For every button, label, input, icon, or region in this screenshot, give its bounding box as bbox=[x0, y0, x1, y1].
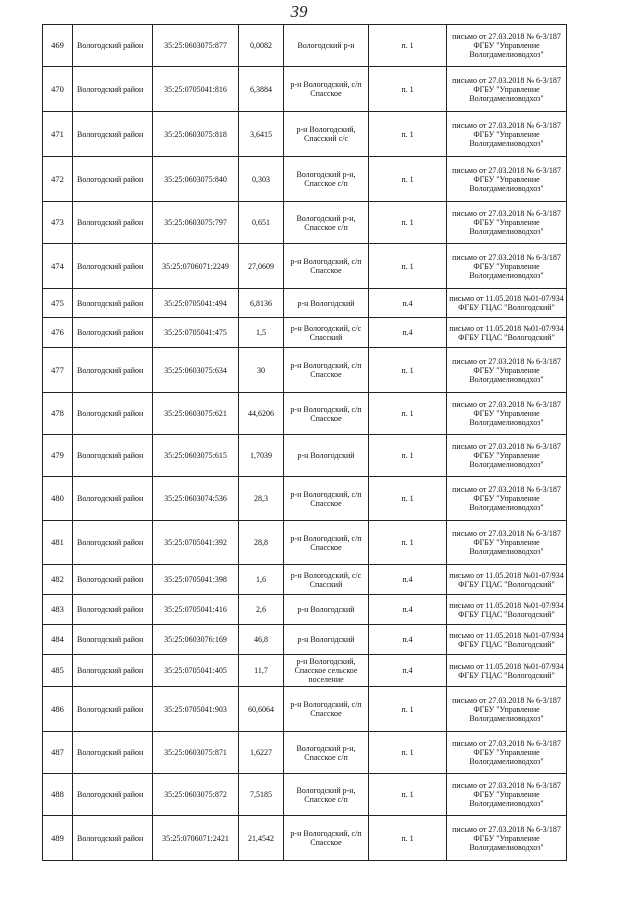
cadastral-number-cell: 35:25:0603075:840 bbox=[153, 157, 239, 202]
basis-document-cell: письмо от 27.03.2018 № 6-3/187 ФГБУ "Управление Вологдамелиоводхоз" bbox=[447, 244, 567, 289]
row-number-cell: 479 bbox=[43, 435, 73, 477]
district-cell: Вологодский район bbox=[73, 521, 153, 565]
district-cell: Вологодский район bbox=[73, 112, 153, 157]
location-cell: р-н Вологодский, Спасский с/с bbox=[284, 112, 369, 157]
area-cell: 0,0082 bbox=[239, 25, 284, 67]
land-plot-registry-table bbox=[42, 24, 567, 861]
area-cell: 27,0609 bbox=[239, 244, 284, 289]
clause-cell: п. 1 bbox=[369, 521, 447, 565]
clause-cell: п. 1 bbox=[369, 774, 447, 816]
location-cell: р-н Вологодский, с/с Спасский bbox=[284, 318, 369, 348]
location-cell: р-н Вологодский bbox=[284, 595, 369, 625]
clause-cell: п. 1 bbox=[369, 157, 447, 202]
district-cell: Вологодский район bbox=[73, 655, 153, 687]
location-cell: р-н Вологодский, с/п Спасское bbox=[284, 687, 369, 732]
basis-document-cell: письмо от 27.03.2018 № 6-3/187 ФГБУ "Управление Вологдамелиоводхоз" bbox=[447, 435, 567, 477]
basis-document-cell: письмо от 27.03.2018 № 6-3/187 ФГБУ "Управление Вологдамелиоводхоз" bbox=[447, 112, 567, 157]
cadastral-number-cell: 35:25:0706071:2421 bbox=[153, 816, 239, 861]
area-cell: 30 bbox=[239, 348, 284, 393]
row-number-cell: 477 bbox=[43, 348, 73, 393]
cadastral-number-cell: 35:25:0603075:818 bbox=[153, 112, 239, 157]
cadastral-number-cell: 35:25:0705041:816 bbox=[153, 67, 239, 112]
cadastral-number-cell: 35:25:0603075:615 bbox=[153, 435, 239, 477]
cadastral-number-cell: 35:25:0603075:877 bbox=[153, 25, 239, 67]
row-number-cell: 475 bbox=[43, 289, 73, 318]
page-number: 39 bbox=[290, 2, 308, 21]
basis-document-cell: письмо от 27.03.2018 № 6-3/187 ФГБУ "Управление Вологдамелиоводхоз" bbox=[447, 157, 567, 202]
district-cell: Вологодский район bbox=[73, 67, 153, 112]
table-row bbox=[43, 244, 567, 289]
clause-cell: п. 1 bbox=[369, 687, 447, 732]
location-cell: р-н Вологодский bbox=[284, 289, 369, 318]
row-number-cell: 472 bbox=[43, 157, 73, 202]
district-cell: Вологодский район bbox=[73, 565, 153, 595]
table-row bbox=[43, 732, 567, 774]
row-number-cell: 476 bbox=[43, 318, 73, 348]
location-cell: р-н Вологодский, с/п Спасское bbox=[284, 393, 369, 435]
location-cell: р-н Вологодский, с/п Спасское bbox=[284, 67, 369, 112]
location-cell: р-н Вологодский, с/п Спасское bbox=[284, 521, 369, 565]
cadastral-number-cell: 35:25:0705041:494 bbox=[153, 289, 239, 318]
district-cell: Вологодский район bbox=[73, 477, 153, 521]
clause-cell: п. 1 bbox=[369, 732, 447, 774]
row-number-cell: 485 bbox=[43, 655, 73, 687]
cadastral-number-cell: 35:25:0603075:871 bbox=[153, 732, 239, 774]
row-number-cell: 489 bbox=[43, 816, 73, 861]
table-row bbox=[43, 393, 567, 435]
clause-cell: п.4 bbox=[369, 318, 447, 348]
district-cell: Вологодский район bbox=[73, 244, 153, 289]
clause-cell: п. 1 bbox=[369, 202, 447, 244]
cadastral-number-cell: 35:25:0705041:475 bbox=[153, 318, 239, 348]
clause-cell: п. 1 bbox=[369, 67, 447, 112]
location-cell: р-н Вологодский bbox=[284, 435, 369, 477]
district-cell: Вологодский район bbox=[73, 318, 153, 348]
area-cell: 44,6206 bbox=[239, 393, 284, 435]
clause-cell: п. 1 bbox=[369, 244, 447, 289]
row-number-cell: 481 bbox=[43, 521, 73, 565]
clause-cell: п.4 bbox=[369, 565, 447, 595]
basis-document-cell: письмо от 11.05.2018 №01-07/934 ФГБУ ГЦАС "Вологодский" bbox=[447, 289, 567, 318]
table-row bbox=[43, 202, 567, 244]
area-cell: 11,7 bbox=[239, 655, 284, 687]
basis-document-cell: письмо от 11.05.2018 №01-07/934 ФГБУ ГЦАС "Вологодский" bbox=[447, 318, 567, 348]
area-cell: 1,6 bbox=[239, 565, 284, 595]
location-cell: Вологодский р-н, Спасское с/п bbox=[284, 774, 369, 816]
cadastral-number-cell: 35:25:0603075:797 bbox=[153, 202, 239, 244]
district-cell: Вологодский район bbox=[73, 157, 153, 202]
table-row bbox=[43, 816, 567, 861]
table-row bbox=[43, 625, 567, 655]
location-cell: Вологодский р-н, Спасское с/п bbox=[284, 732, 369, 774]
area-cell: 28,8 bbox=[239, 521, 284, 565]
cadastral-number-cell: 35:25:0705041:398 bbox=[153, 565, 239, 595]
table-row bbox=[43, 477, 567, 521]
cadastral-number-cell: 35:25:0603075:872 bbox=[153, 774, 239, 816]
clause-cell: п. 1 bbox=[369, 25, 447, 67]
location-cell: р-н Вологодский, с/п Спасское bbox=[284, 244, 369, 289]
cadastral-number-cell: 35:25:0705041:903 bbox=[153, 687, 239, 732]
clause-cell: п. 1 bbox=[369, 477, 447, 521]
area-cell: 6,3884 bbox=[239, 67, 284, 112]
clause-cell: п. 1 bbox=[369, 435, 447, 477]
row-number-cell: 474 bbox=[43, 244, 73, 289]
area-cell: 2,6 bbox=[239, 595, 284, 625]
area-cell: 6,8136 bbox=[239, 289, 284, 318]
location-cell: р-н Вологодский, с/п Спасское bbox=[284, 816, 369, 861]
table-row bbox=[43, 595, 567, 625]
area-cell: 21,4542 bbox=[239, 816, 284, 861]
basis-document-cell: письмо от 27.03.2018 № 6-3/187 ФГБУ "Управление Вологдамелиоводхоз" bbox=[447, 67, 567, 112]
district-cell: Вологодский район bbox=[73, 289, 153, 318]
clause-cell: п.4 bbox=[369, 625, 447, 655]
cadastral-number-cell: 35:25:0706071:2249 bbox=[153, 244, 239, 289]
area-cell: 28,3 bbox=[239, 477, 284, 521]
basis-document-cell: письмо от 27.03.2018 № 6-3/187 ФГБУ "Управление Вологдамелиоводхоз" bbox=[447, 393, 567, 435]
table-row bbox=[43, 67, 567, 112]
area-cell: 46,8 bbox=[239, 625, 284, 655]
cadastral-number-cell: 35:25:0705041:405 bbox=[153, 655, 239, 687]
row-number-cell: 482 bbox=[43, 565, 73, 595]
district-cell: Вологодский район bbox=[73, 625, 153, 655]
basis-document-cell: письмо от 11.05.2018 №01-07/934 ФГБУ ГЦАС "Вологодский" bbox=[447, 565, 567, 595]
location-cell: р-н Вологодский, с/п Спасское bbox=[284, 348, 369, 393]
district-cell: Вологодский район bbox=[73, 348, 153, 393]
table-row bbox=[43, 112, 567, 157]
area-cell: 0,651 bbox=[239, 202, 284, 244]
area-cell: 60,6064 bbox=[239, 687, 284, 732]
district-cell: Вологодский район bbox=[73, 732, 153, 774]
table-row bbox=[43, 318, 567, 348]
district-cell: Вологодский район bbox=[73, 687, 153, 732]
row-number-cell: 478 bbox=[43, 393, 73, 435]
district-cell: Вологодский район bbox=[73, 202, 153, 244]
clause-cell: п.4 bbox=[369, 595, 447, 625]
clause-cell: п. 1 bbox=[369, 112, 447, 157]
cadastral-number-cell: 35:25:0603075:621 bbox=[153, 393, 239, 435]
cadastral-number-cell: 35:25:0603075:634 bbox=[153, 348, 239, 393]
area-cell: 3,6415 bbox=[239, 112, 284, 157]
table-row bbox=[43, 157, 567, 202]
basis-document-cell: письмо от 27.03.2018 № 6-3/187 ФГБУ "Управление Вологдамелиоводхоз" bbox=[447, 521, 567, 565]
row-number-cell: 488 bbox=[43, 774, 73, 816]
table-row bbox=[43, 435, 567, 477]
clause-cell: п.4 bbox=[369, 655, 447, 687]
clause-cell: п. 1 bbox=[369, 816, 447, 861]
district-cell: Вологодский район bbox=[73, 816, 153, 861]
cadastral-number-cell: 35:25:0705041:416 bbox=[153, 595, 239, 625]
row-number-cell: 473 bbox=[43, 202, 73, 244]
district-cell: Вологодский район bbox=[73, 774, 153, 816]
area-cell: 1,5 bbox=[239, 318, 284, 348]
table-row bbox=[43, 348, 567, 393]
area-cell: 0,303 bbox=[239, 157, 284, 202]
table-row bbox=[43, 687, 567, 732]
basis-document-cell: письмо от 11.05.2018 №01-07/934 ФГБУ ГЦАС "Вологодский" bbox=[447, 625, 567, 655]
basis-document-cell: письмо от 27.03.2018 № 6-3/187 ФГБУ "Управление Вологдамелиоводхоз" bbox=[447, 732, 567, 774]
row-number-cell: 483 bbox=[43, 595, 73, 625]
basis-document-cell: письмо от 27.03.2018 № 6-3/187 ФГБУ "Управление Вологдамелиоводхоз" bbox=[447, 348, 567, 393]
location-cell: р-н Вологодский, с/с Спасский bbox=[284, 565, 369, 595]
location-cell: р-н Вологодский, Спасское сельское поселение bbox=[284, 655, 369, 687]
table-row bbox=[43, 521, 567, 565]
basis-document-cell: письмо от 27.03.2018 № 6-3/187 ФГБУ "Управление Вологдамелиоводхоз" bbox=[447, 687, 567, 732]
basis-document-cell: письмо от 27.03.2018 № 6-3/187 ФГБУ "Управление Вологдамелиоводхоз" bbox=[447, 25, 567, 67]
cadastral-number-cell: 35:25:0603076:169 bbox=[153, 625, 239, 655]
table-row bbox=[43, 774, 567, 816]
location-cell: Вологодский р-н, Спасское с/п bbox=[284, 157, 369, 202]
cadastral-number-cell: 35:25:0705041:392 bbox=[153, 521, 239, 565]
district-cell: Вологодский район bbox=[73, 25, 153, 67]
cadastral-number-cell: 35:25:0603074:536 bbox=[153, 477, 239, 521]
table-row bbox=[43, 25, 567, 67]
row-number-cell: 487 bbox=[43, 732, 73, 774]
district-cell: Вологодский район bbox=[73, 393, 153, 435]
row-number-cell: 484 bbox=[43, 625, 73, 655]
row-number-cell: 480 bbox=[43, 477, 73, 521]
area-cell: 1,7039 bbox=[239, 435, 284, 477]
location-cell: р-н Вологодский, с/п Спасское bbox=[284, 477, 369, 521]
district-cell: Вологодский район bbox=[73, 435, 153, 477]
row-number-cell: 470 bbox=[43, 67, 73, 112]
row-number-cell: 469 bbox=[43, 25, 73, 67]
table-row bbox=[43, 289, 567, 318]
location-cell: р-н Вологодский bbox=[284, 625, 369, 655]
basis-document-cell: письмо от 11.05.2018 №01-07/934 ФГБУ ГЦАС "Вологодский" bbox=[447, 655, 567, 687]
basis-document-cell: письмо от 11.05.2018 №01-07/934 ФГБУ ГЦАС "Вологодский" bbox=[447, 595, 567, 625]
basis-document-cell: письмо от 27.03.2018 № 6-3/187 ФГБУ "Управление Вологдамелиоводхоз" bbox=[447, 202, 567, 244]
clause-cell: п.4 bbox=[369, 289, 447, 318]
clause-cell: п. 1 bbox=[369, 348, 447, 393]
clause-cell: п. 1 bbox=[369, 393, 447, 435]
district-cell: Вологодский район bbox=[73, 595, 153, 625]
row-number-cell: 486 bbox=[43, 687, 73, 732]
basis-document-cell: письмо от 27.03.2018 № 6-3/187 ФГБУ "Управление Вологдамелиоводхоз" bbox=[447, 816, 567, 861]
table-row bbox=[43, 655, 567, 687]
area-cell: 1,6227 bbox=[239, 732, 284, 774]
basis-document-cell: письмо от 27.03.2018 № 6-3/187 ФГБУ "Управление Вологдамелиоводхоз" bbox=[447, 774, 567, 816]
location-cell: Вологодский р-н bbox=[284, 25, 369, 67]
basis-document-cell: письмо от 27.03.2018 № 6-3/187 ФГБУ "Управление Вологдамелиоводхоз" bbox=[447, 477, 567, 521]
row-number-cell: 471 bbox=[43, 112, 73, 157]
table-row bbox=[43, 565, 567, 595]
location-cell: Вологодский р-н, Спасское с/п bbox=[284, 202, 369, 244]
area-cell: 7,5185 bbox=[239, 774, 284, 816]
